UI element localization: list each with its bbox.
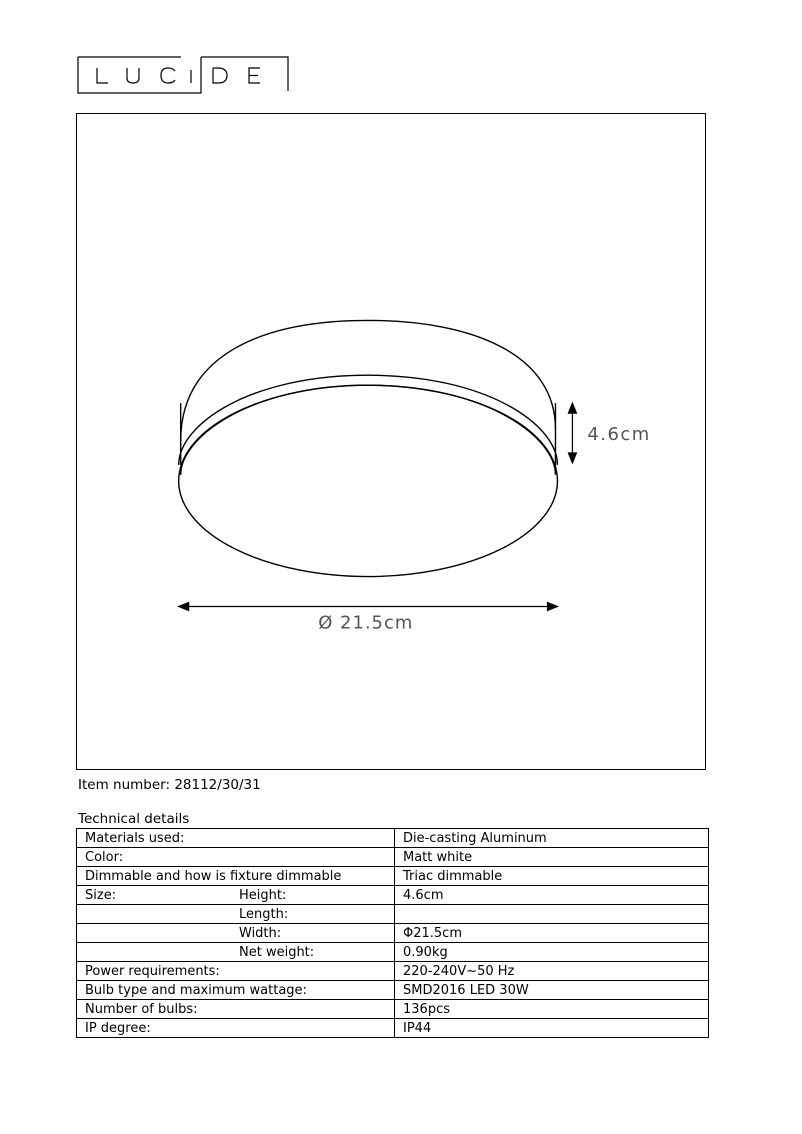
spec-value (395, 905, 709, 924)
table-row (77, 924, 709, 943)
diameter-label: Ø 21.5cm (318, 612, 414, 634)
spec-group-label: Size: (85, 887, 117, 903)
spec-sub-label: Length: (239, 906, 289, 922)
spec-value: 136pcs (395, 1000, 709, 1019)
housing-top-outline (181, 320, 556, 441)
spec-sub-label: Height: (239, 887, 287, 903)
item-number-label: Item number: (78, 777, 171, 793)
table-row (77, 848, 709, 867)
spec-value: 220-240V~50 Hz (395, 962, 709, 981)
spec-value: Die-casting Aluminum (395, 829, 709, 848)
spec-value: SMD2016 LED 30W (395, 981, 709, 1000)
spec-label (77, 924, 395, 943)
diameter-dimension-arrow (179, 602, 558, 610)
table-row (77, 981, 709, 1000)
height-dimension-arrow (568, 403, 576, 463)
product-drawing (76, 113, 706, 770)
table-row (77, 962, 709, 981)
item-number (78, 777, 261, 793)
spec-value: Triac dimmable (395, 867, 709, 886)
spec-label (77, 905, 395, 924)
spec-label: Dimmable and how is fixture dimmable (77, 867, 395, 886)
spec-value: 0.90kg (395, 943, 709, 962)
table-row (77, 1000, 709, 1019)
spec-label (77, 886, 395, 905)
table-row (77, 943, 709, 962)
table-row (77, 886, 709, 905)
spec-label (77, 943, 395, 962)
lucide-logo (77, 55, 289, 94)
spec-label: Color: (77, 848, 395, 867)
diffuser-outline (179, 385, 558, 576)
spec-value: Φ21.5cm (395, 924, 709, 943)
technical-details-table (76, 828, 709, 1038)
table-row (77, 1019, 709, 1038)
spec-sub-label: Width: (239, 925, 282, 941)
height-label: 4.6cm (587, 424, 651, 446)
table-row (77, 829, 709, 848)
spec-value: Matt white (395, 848, 709, 867)
table-row (77, 905, 709, 924)
item-number-value: 28112/30/31 (174, 777, 261, 793)
table-row (77, 867, 709, 886)
spec-label: IP degree: (77, 1019, 395, 1038)
spec-label: Bulb type and maximum wattage: (77, 981, 395, 1000)
spec-label: Materials used: (77, 829, 395, 848)
spec-label: Number of bulbs: (77, 1000, 395, 1019)
spec-value: IP44 (395, 1019, 709, 1038)
spec-sub-label: Net weight: (239, 944, 315, 960)
spec-value: 4.6cm (395, 886, 709, 905)
spec-label: Power requirements: (77, 962, 395, 981)
technical-details-title: Technical details (78, 811, 190, 827)
